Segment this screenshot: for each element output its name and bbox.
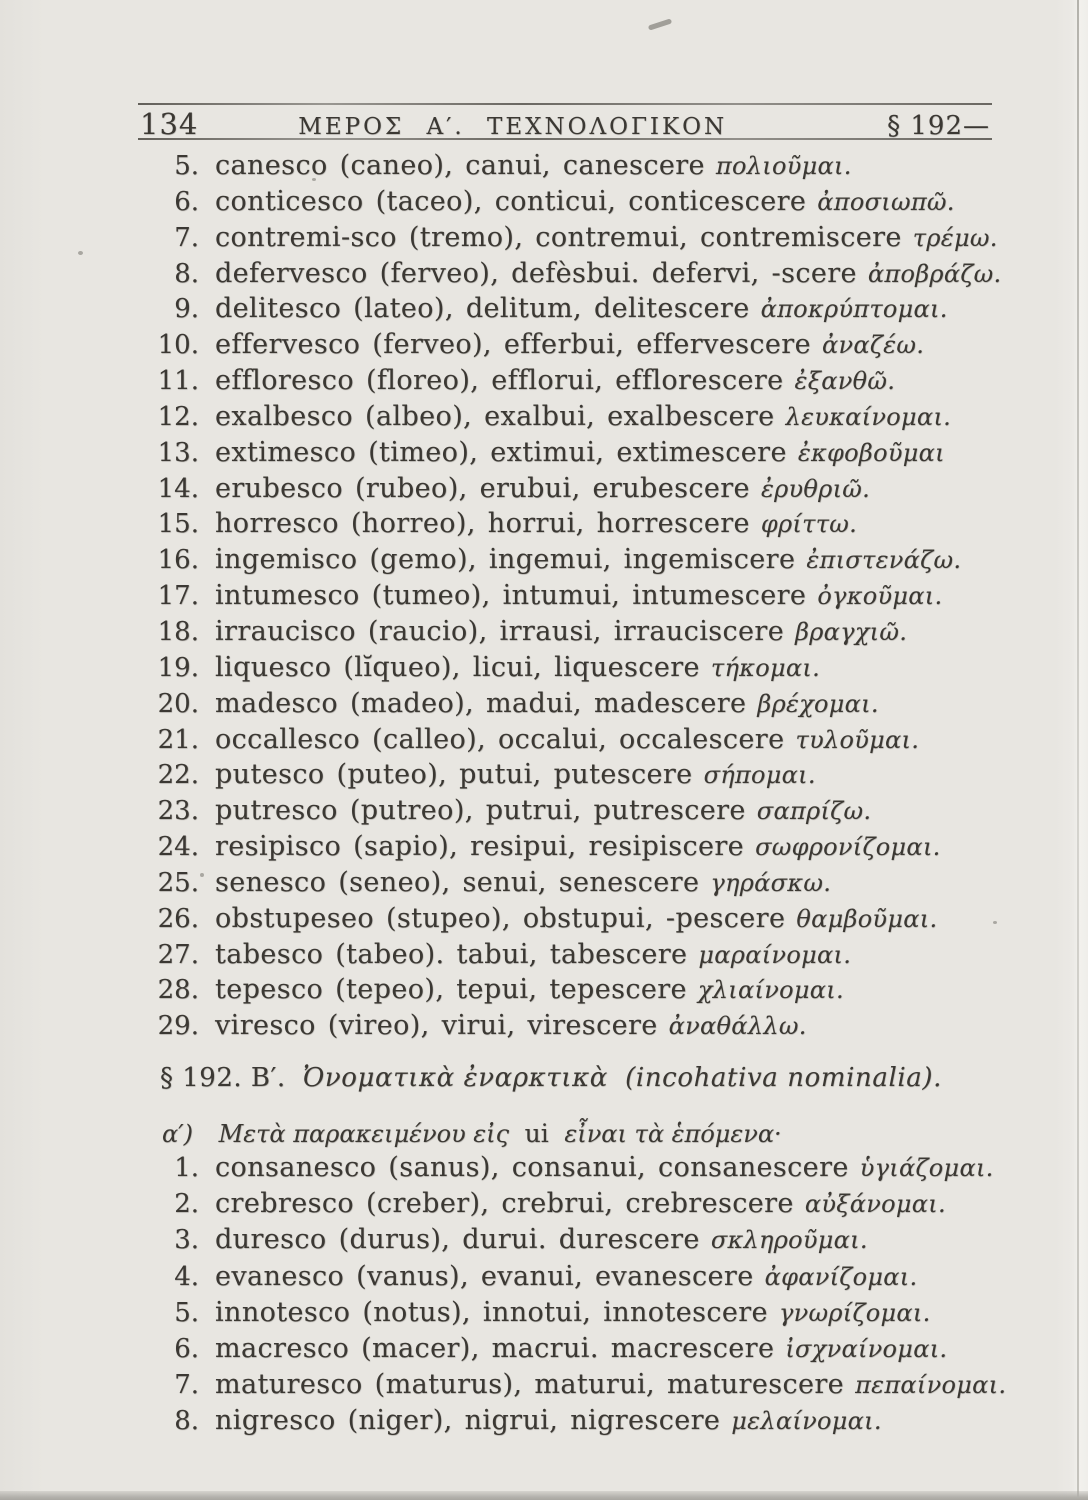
verb-entry bbox=[138, 258, 1018, 294]
entry-number: 10. bbox=[157, 330, 199, 361]
entry-number: 1. bbox=[174, 1153, 199, 1183]
verb-entry bbox=[138, 401, 1018, 437]
entry-latin-forms: liquesco (lĭqueo), licui, liquescere bbox=[215, 651, 700, 683]
entry-greek-gloss: θαμβοῦμαι. bbox=[796, 904, 938, 933]
entry-number: 5. bbox=[174, 151, 199, 181]
entry-greek-gloss: σήπομαι. bbox=[703, 761, 816, 790]
entry-greek-gloss: βραγχιῶ. bbox=[795, 617, 908, 646]
entry-number: 8. bbox=[174, 258, 199, 289]
entry-latin-forms: innotesco (notus), innotui, innotescere bbox=[215, 1296, 768, 1328]
verb-entry bbox=[138, 1224, 1018, 1260]
entry-number: 24. bbox=[157, 832, 199, 863]
entry-number: 12. bbox=[157, 401, 199, 432]
intro-greek-after: εἶναι τὰ ἑπόμενα· bbox=[564, 1120, 782, 1148]
entry-greek-gloss: σωφρονίζομαι. bbox=[755, 833, 941, 862]
verb-entry bbox=[138, 329, 1018, 365]
entry-greek-gloss: μελαίνομαι. bbox=[731, 1407, 882, 1436]
entry-latin-forms: nigresco (niger), nigrui, nigrescere bbox=[215, 1405, 721, 1437]
verb-entry bbox=[138, 939, 1018, 975]
entry-latin-forms: irraucisco (raucio), irrausi, irrauciscere bbox=[215, 615, 785, 647]
verb-entry bbox=[138, 867, 1018, 903]
intro-line bbox=[162, 1119, 782, 1148]
section-heading-latin-title: (incohativa nominalia). bbox=[625, 1063, 942, 1093]
entry-latin-forms: effervesco (ferveo), efferbui, effervescere bbox=[215, 329, 811, 361]
entry-latin-forms: ingemisco (gemo), ingemui, ingemiscere bbox=[215, 544, 796, 576]
entry-greek-gloss: αὐξάνομαι. bbox=[804, 1190, 946, 1219]
intro-list-marker: α′) bbox=[162, 1120, 194, 1148]
entry-latin-forms: viresco (vireo), virui, virescere bbox=[215, 1010, 658, 1042]
entry-greek-gloss: φρίττω. bbox=[760, 510, 858, 539]
entry-number: 9. bbox=[174, 294, 199, 325]
entry-greek-gloss: ὀγκοῦμαι. bbox=[817, 582, 943, 611]
entry-number: 6. bbox=[174, 1333, 199, 1364]
entry-greek-gloss: μαραίνομαι. bbox=[698, 940, 852, 969]
entry-latin-forms: tepesco (tepeo), tepui, tepescere bbox=[215, 974, 687, 1006]
intro-latin-ending: ui bbox=[524, 1119, 549, 1148]
verb-entry bbox=[138, 688, 1018, 724]
entry-latin-forms: delitesco (lateo), delitum, delitescere bbox=[215, 293, 750, 325]
section-heading bbox=[160, 1063, 942, 1093]
header-section-ref: § 192— bbox=[887, 111, 990, 141]
entry-number: 7. bbox=[174, 222, 199, 253]
entry-greek-gloss: ἐξανθῶ. bbox=[794, 367, 896, 396]
entry-latin-forms: exalbesco (albeo), exalbui, exalbescere bbox=[215, 400, 775, 432]
verb-entry bbox=[138, 473, 1018, 509]
verb-list-verbal-inchoatives bbox=[138, 150, 1018, 1046]
entry-greek-gloss: πολιοῦμαι. bbox=[715, 152, 852, 180]
entry-greek-gloss: ὑγιάζομαι. bbox=[859, 1154, 994, 1182]
entry-number: 6. bbox=[174, 186, 199, 217]
entry-number: 22. bbox=[157, 760, 199, 791]
entry-greek-gloss: σκληροῦμαι. bbox=[710, 1226, 868, 1255]
entry-greek-gloss: ἀναζέω. bbox=[821, 331, 925, 360]
verb-entry bbox=[138, 616, 1018, 652]
verb-entry bbox=[138, 1297, 1018, 1333]
verb-entry bbox=[138, 293, 1018, 329]
entry-latin-forms: conticesco (taceo), conticui, conticescere bbox=[215, 185, 807, 217]
verb-entry bbox=[138, 1188, 1018, 1224]
verb-entry bbox=[138, 1010, 1018, 1046]
entry-number: 15. bbox=[157, 509, 199, 540]
entry-number: 7. bbox=[174, 1370, 199, 1401]
entry-latin-forms: effloresco (floreo), efflorui, efflorescere bbox=[215, 365, 784, 397]
entry-number: 19. bbox=[157, 652, 199, 683]
verb-entry bbox=[138, 580, 1018, 616]
entry-latin-forms: evanesco (vanus), evanui, evanescere bbox=[215, 1260, 754, 1292]
paper-speck bbox=[78, 251, 83, 255]
entry-greek-gloss: πεπαίνομαι. bbox=[855, 1371, 1007, 1400]
entry-number: 2. bbox=[174, 1189, 199, 1220]
entry-latin-forms: occallesco (calleo), occalui, occalescere bbox=[215, 723, 785, 755]
entry-greek-gloss: ἰσχναίνομαι. bbox=[785, 1334, 948, 1363]
entry-greek-gloss: λευκαίνομαι. bbox=[785, 402, 952, 431]
entry-greek-gloss: ἀποσιωπῶ. bbox=[817, 187, 955, 216]
verb-entry bbox=[138, 795, 1018, 831]
entry-latin-forms: extimesco (timeo), extimui, extimescere bbox=[215, 436, 787, 468]
running-title: ΜΕΡΟΣ Α′. ΤΕΧΝΟΛΟΓΙΚΟΝ bbox=[298, 114, 728, 140]
verb-entry bbox=[138, 1405, 1018, 1441]
verb-entry bbox=[138, 1261, 1018, 1297]
entry-greek-gloss: γηράσκω. bbox=[710, 868, 832, 897]
verb-entry bbox=[138, 759, 1018, 795]
entry-latin-forms: putresco (putreo), putrui, putrescere bbox=[215, 795, 746, 827]
entry-number: 27. bbox=[157, 939, 199, 970]
entry-greek-gloss: σαπρίζω. bbox=[756, 797, 872, 826]
paper-speck bbox=[648, 18, 672, 30]
verb-entry bbox=[138, 508, 1018, 544]
entry-number: 8. bbox=[174, 1406, 199, 1437]
entry-number: 17. bbox=[157, 581, 199, 612]
entry-greek-gloss: ἀποκρύπτομαι. bbox=[760, 295, 948, 324]
verb-entry bbox=[138, 222, 1018, 258]
entry-greek-gloss: βρέχομαι. bbox=[757, 689, 879, 718]
verb-entry bbox=[138, 831, 1018, 867]
entry-number: 11. bbox=[157, 366, 199, 397]
section-heading-number: § 192. Β′. bbox=[160, 1063, 286, 1093]
entry-latin-forms: canesco (caneo), canui, canescere bbox=[215, 150, 705, 181]
entry-number: 21. bbox=[157, 724, 199, 755]
entry-latin-forms: consanesco (sanus), consanui, consanescere bbox=[215, 1152, 849, 1183]
entry-greek-gloss: ἀποβράζω. bbox=[867, 259, 1002, 288]
scan-bottom-edge bbox=[0, 1491, 1088, 1500]
verb-entry bbox=[138, 1333, 1018, 1369]
entry-latin-forms: maturesco (maturus), maturui, maturescere bbox=[215, 1369, 845, 1401]
entry-latin-forms: contremi-sco (tremo), contremui, contremiscere bbox=[215, 221, 902, 253]
entry-latin-forms: resipisco (sapio), resipui, resipiscere bbox=[215, 831, 745, 863]
entry-greek-gloss: ἐρυθριῶ. bbox=[760, 474, 871, 503]
entry-number: 25. bbox=[157, 867, 199, 898]
entry-latin-forms: defervesco (ferveo), defèsbui. defervi, -scere bbox=[215, 257, 857, 289]
entry-number: 16. bbox=[157, 545, 199, 576]
entry-latin-forms: horresco (horreo), horrui, horrescere bbox=[215, 508, 750, 540]
entry-greek-gloss: γνωρίζομαι. bbox=[778, 1298, 931, 1327]
entry-latin-forms: madesco (madeo), madui, madescere bbox=[215, 687, 747, 719]
entry-number: 26. bbox=[157, 903, 199, 934]
verb-entry bbox=[138, 544, 1018, 580]
verb-entry bbox=[138, 724, 1018, 760]
entry-latin-forms: duresco (durus), durui. durescere bbox=[215, 1224, 700, 1256]
entry-latin-forms: senesco (seneo), senui, senescere bbox=[215, 866, 700, 898]
verb-entry bbox=[138, 974, 1018, 1010]
entry-latin-forms: macresco (macer), macrui. macrescere bbox=[215, 1332, 775, 1364]
entry-latin-forms: erubesco (rubeo), erubui, erubescere bbox=[215, 472, 750, 504]
entry-latin-forms: intumesco (tumeo), intumui, intumescere bbox=[215, 580, 807, 612]
scan-page-edge-line bbox=[1077, 0, 1079, 1500]
verb-entry bbox=[138, 365, 1018, 401]
verb-entry bbox=[138, 652, 1018, 688]
entry-greek-gloss: ἀφανίζομαι. bbox=[764, 1262, 918, 1291]
entry-number: 5. bbox=[174, 1297, 199, 1328]
entry-number: 29. bbox=[157, 1011, 199, 1042]
verb-entry bbox=[138, 150, 1018, 186]
entry-number: 20. bbox=[157, 688, 199, 719]
entry-number: 13. bbox=[157, 437, 199, 468]
entry-greek-gloss: τήκομαι. bbox=[710, 653, 820, 682]
entry-number: 23. bbox=[157, 796, 199, 827]
entry-number: 28. bbox=[157, 975, 199, 1006]
intro-greek-before: Μετὰ παρακειμένου εἰς bbox=[218, 1120, 510, 1148]
verb-entry bbox=[138, 1152, 1018, 1188]
entry-latin-forms: putesco (puteo), putui, putescere bbox=[215, 759, 693, 791]
entry-number: 4. bbox=[174, 1261, 199, 1292]
entry-number: 18. bbox=[157, 616, 199, 647]
entry-latin-forms: obstupeseo (stupeo), obstupui, -pescere bbox=[215, 902, 786, 934]
entry-greek-gloss: τυλοῦμαι. bbox=[795, 725, 920, 754]
verb-entry bbox=[138, 186, 1018, 222]
verb-entry bbox=[138, 1369, 1018, 1405]
entry-greek-gloss: ἐπιστενάζω. bbox=[806, 546, 962, 575]
verb-entry bbox=[138, 903, 1018, 939]
section-heading-greek-title: Ὀνοματικὰ ἐναρκτικὰ bbox=[302, 1063, 608, 1093]
verb-entry bbox=[138, 437, 1018, 473]
entry-latin-forms: tabesco (tabeo). tabui, tabescere bbox=[215, 938, 688, 970]
entry-greek-gloss: χλιαίνομαι. bbox=[697, 976, 844, 1005]
entry-greek-gloss: τρέμω. bbox=[912, 223, 998, 252]
entry-number: 14. bbox=[157, 473, 199, 504]
running-head bbox=[138, 103, 992, 140]
entry-greek-gloss: ἀναθάλλω. bbox=[668, 1012, 807, 1041]
entry-latin-forms: crebresco (creber), crebrui, crebrescere bbox=[215, 1188, 794, 1220]
entry-greek-gloss: ἐκφοβοῦμαι bbox=[797, 438, 945, 467]
entry-number: 3. bbox=[174, 1225, 199, 1256]
page-number: 134 bbox=[140, 107, 199, 141]
verb-list-nominal-inchoatives bbox=[138, 1152, 1018, 1442]
